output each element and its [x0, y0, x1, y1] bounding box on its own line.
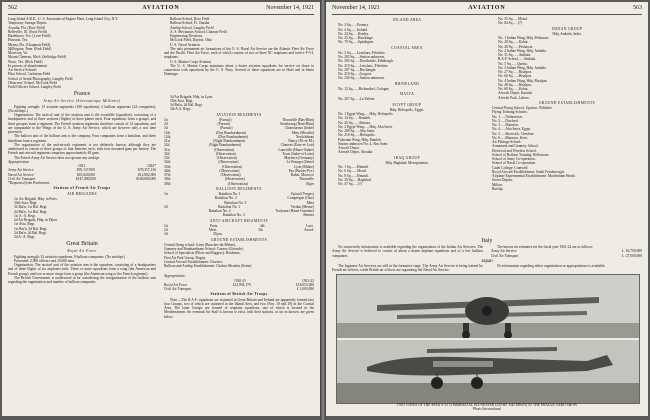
- text-line: Air Service Schools: [8, 68, 37, 72]
- left-page: [2, 2, 320, 416]
- appropriation-row-cell: $70,137,000: [76, 168, 95, 173]
- airplane-illustration: [337, 275, 639, 403]
- text-line: Balloon School, Ross Field: [170, 17, 210, 21]
- section-heading-italy: Italy: [481, 238, 493, 244]
- aviation-regiment-row-cell: 12th: [164, 134, 171, 139]
- aviation-regiment-row-cell: Nancy (M.-et-M.): [288, 139, 314, 143]
- appropriation-row-cell: $79,357,136: [138, 168, 156, 173]
- aviation-regiment-row-cell: 37th: [164, 173, 171, 177]
- ground-line: Stores Depots:: [492, 178, 514, 183]
- squadron-line: No. 28 Sq.......Peshawar.: [498, 44, 534, 49]
- squadron-line: No. 203 Sq......Station unknown.: [338, 55, 386, 59]
- appropriation-row-cell: $160,680,000: [136, 176, 156, 181]
- anti-aircraft-row-cell: Lure.: [306, 223, 314, 228]
- inland-heading: INLAND AREA: [392, 18, 422, 22]
- ground-line: Milton.: [492, 182, 503, 187]
- appropriation-row-cell: Civil Air Transport: [8, 176, 36, 181]
- brigade-line: 2d Bat'n, 2d Bal. Regt.: [14, 230, 47, 235]
- year-1921: 1921: [78, 164, 86, 168]
- france-paragraph: The French Army Air Service does not operate any airships.: [14, 155, 101, 160]
- squadron-line: No. 5 Sq.......Quetta.: [498, 61, 528, 66]
- section-heading-japan: Japan: [481, 259, 493, 264]
- left-column-1: [8, 17, 156, 413]
- appropriation-label: Appropriation:: [8, 159, 30, 164]
- britain-appropriation-row-cell: £ 1,000,000: [296, 287, 314, 291]
- italy-estimate-row-cell: Civil Air Transport: [491, 253, 519, 258]
- anti-aircraft-heading: ANTI-AIRCRAFT REGIMENTS: [209, 218, 269, 223]
- aviation-regiment-row-cell: Strasbourg (Haut-Rhin): [280, 122, 314, 126]
- aviation-regiment-row-cell: (Observation): [220, 173, 241, 177]
- page-date: November 14, 1921: [332, 5, 380, 11]
- ground-line: Ruislip.: [492, 186, 504, 191]
- balloon-regiment-row-cell: Compiègne (Oise): [287, 196, 314, 201]
- section-heading-britain: Great Britain: [66, 241, 98, 248]
- squadron-line: No. 3 Sq.......Leuchars, Fifeshire.: [338, 50, 386, 55]
- aircraft-photo: [336, 274, 640, 404]
- appropriation-row-cell: Naval Air Service: [8, 172, 34, 177]
- aviation-regiment-row-cell: Tours (Indre-et-Loire): [282, 151, 314, 156]
- aviation-regiment-row-cell: (Observation): [214, 147, 235, 152]
- france-paragraph: Organization: The tactical unit of the aviation arm is the escadrille (squadron), consisting of a headquarters and of three sections (flights) of three planes each. Four squadrons form a groupe, and three groupes form a regiment. The French aviation regiments therefore consist of 12 squadrons, and are comparable to the Wings of the U. S. Army Air Service, which are however only a war time provision.: [8, 113, 156, 134]
- running-title: AVIATION: [468, 5, 506, 11]
- aviation-regiment-row-cell: 3d: [164, 126, 168, 131]
- squadron-line: No. 1 Indian Wing, Hdq. Peshawar.: [498, 36, 549, 40]
- brigade-line: 35th Avia. Regt.: [170, 98, 194, 103]
- ground-line: Flying Training Schools:: [492, 110, 528, 115]
- britain-appropriation-row-cell: £22,992,170: [232, 282, 251, 287]
- italy-estimate-row: [491, 254, 642, 258]
- ground-line: Royal Aircraft Establishment: South Farnborough.: [492, 169, 565, 174]
- aviation-regiment-row-cell: Lyon (Rhône): [293, 164, 314, 169]
- squadron-line: No. 47 Sq......(?): [338, 182, 362, 186]
- france-paragraph: The balloon unit of the balloon arm is the company. Four companies form a battalion, and three battalions form a regiment.: [8, 134, 156, 143]
- year-1920-21: 1920-21: [234, 278, 246, 283]
- egypt-hq: Hdq. Heliopolis, Egypt.: [389, 107, 425, 112]
- ground-line: First Air Park Group: Dugny.: [164, 255, 206, 260]
- text-line: U. S. Marine Corps Aviation: [170, 59, 212, 64]
- ground-line: Gunnery and Bombardment School: Cazaux (Gironde).: [164, 247, 244, 251]
- brigade-line: 3th A.A. Regt.: [170, 107, 191, 112]
- squadron-line: No. 45 Sq.......Almaza.: [338, 120, 371, 125]
- text-line: Arcadia, Fla. (Dorr Field): [8, 25, 46, 30]
- squadron-line: No. 1 Egypt Wing......Hdq. Heliopolis.: [338, 112, 394, 116]
- ground-line: Central Aircraft Establishment: Chartres.: [164, 259, 223, 264]
- britain-appropriation-row-cell: Royal Air Force: [164, 282, 188, 287]
- aviation-regiment-row-cell: Thionville (Bas-Rhin): [282, 117, 314, 122]
- year-1922: 1922*: [147, 164, 156, 168]
- right-header: [332, 5, 642, 14]
- anti-aircraft-row-cell: Dijon.: [213, 232, 223, 237]
- text-line: Airship School, Langley Field: [170, 25, 214, 30]
- france-paragraph: The organization of the anti-aircraft regiments is not definitely known, although they are understood to consist of three groups of four batteries each, with four mounted guns per battery. The French anti-aircraft regiment comprises approximately 48 guns.: [8, 142, 156, 156]
- britain-stations-heading: Stations of British Air Troops: [210, 292, 268, 297]
- squadron-line: No. 2 Sq.......Fermoy.: [338, 23, 369, 28]
- page-number: 562: [8, 5, 17, 11]
- photo-caption: [336, 403, 638, 411]
- italy-estimate-row-cell: L. 27,000,000: [621, 253, 642, 258]
- japan-block: [332, 259, 642, 275]
- japan-left-text: The Japanese Air Services are still in the formative stage. The Army Air Service is being trained by French air officers, while British air officers are organizing the Naval Air Service.: [332, 264, 483, 273]
- text-line: Temporary Storage Depots: [8, 21, 47, 26]
- aviation-regiment-row-cell: (Night Bombardment): [208, 143, 241, 148]
- section-heading-france: France: [73, 91, 91, 98]
- italy-estimate-row-cell: L. 63,700,000: [621, 249, 642, 254]
- ground-line: Air Pilotage School:: [492, 140, 522, 144]
- ground-establishments-heading: GROUND ESTABLISHMENTS: [211, 237, 267, 242]
- anti-aircraft-row-cell: 1st: [164, 223, 169, 228]
- squadron-line: No. 230 Sq......Station unknown.: [338, 76, 386, 81]
- britain-appropriation-row-cell: Civil Air Transport: [164, 287, 192, 291]
- anti-aircraft-row-cell: Avord.: [304, 228, 314, 232]
- page-date: November 14, 1921: [266, 5, 314, 11]
- brigade-line: 2d Bat'n, 1st Bal. Regt.: [14, 209, 48, 214]
- brigade-line: 2d Air Brigade, Hdq. in Dijon.: [14, 218, 58, 222]
- text-line: Mount Clemens, Mich. (Selfridge Field): [8, 55, 67, 60]
- aviation-regiment-row-cell: 31st: [164, 147, 170, 152]
- balloon-regiment-row-cell: Verdun (Meuse): [290, 204, 314, 209]
- ground-line: Balloon and Airship Establishment: Chalais-Meudon (Seine).: [164, 264, 253, 268]
- aviation-regiment-row-cell: Metz (Moselle): [291, 130, 314, 135]
- squadron-line: Palestine Wing: Hdq. Ramleh.: [338, 137, 382, 142]
- aviation-regiments-heading: AVIATION REGIMENTS: [216, 112, 262, 117]
- text-line: Field Officers School, Langley Field: [8, 85, 61, 89]
- aviation-regiment-row-cell: 38th: [164, 177, 171, 182]
- squadron-line: R.A.F. School......Ambala.: [498, 57, 536, 62]
- page-number: 563: [633, 5, 642, 11]
- ground-line: Central flying school: Istres (Bouches-du-Rhône).: [164, 242, 236, 247]
- ground-line: No. 3......Manston.: [492, 123, 519, 127]
- balloon-regiment-row-cell: Battalion No. 1: [218, 192, 241, 196]
- stations-heading: Stations of French Air Troops: [53, 186, 111, 191]
- caption-credit: Photo International: [472, 407, 502, 412]
- appropriation-note: *Requested from Parliament.: [8, 181, 51, 185]
- aviation-regiment-row-cell: (Observation): [218, 160, 239, 165]
- japan-right-text: No information regarding either organization or appropriations is available.: [497, 264, 606, 268]
- text-line: Waco, Tex. (Rich Field): [8, 59, 43, 64]
- squadron-line: No. 205 Sq......Donibristle, Edinburgh.: [338, 59, 394, 64]
- aviation-regiment-row-cell: Mayence (Germany): [284, 156, 314, 160]
- squadron-line: No. 20 Sq.......Kohat.: [498, 40, 529, 45]
- aviation-regiment-row-cell: 36th: [164, 168, 171, 173]
- squadron-line: No. 55 Sq......Mosul.: [498, 17, 528, 21]
- britain-subheading: Royal Air Force: [67, 249, 97, 254]
- appropriation-row-cell: Army Air Service: [8, 168, 34, 173]
- squadron-line: No. 60 Sq.......Kohat.: [498, 87, 529, 91]
- brigade-line: 2d A.-A. Regt.: [14, 235, 36, 239]
- aviation-regiment-row-cell: (Observation): [219, 168, 240, 173]
- coastal-heading: COASTAL AREA: [391, 45, 423, 50]
- squadron-line: No. 2 Indian Wing, Hdq. Ambala.: [498, 48, 547, 53]
- britain-paragraph: Organization: The tactical unit of the aviation arm is the squadron, consisting of a headquarters and of three flights of six airplanes each. Three or more squadrons form a wing (the American and French group), and two or more wings form a group (the American wing or the French regiment).: [8, 263, 156, 276]
- ground-line: No. 5......Shotwick, Cheshire.: [492, 131, 535, 136]
- aviation-regiment-row-cell: Pau (Basses-Pyr.): [288, 168, 314, 173]
- balloon-regiment-row-cell: Metz: [306, 200, 314, 205]
- italy-approp-intro: The known air estimates for the fiscal year 1921-22 are as follows:: [497, 245, 594, 249]
- squadron-line: No. 210 Sq......Leuchars, Fifeshire.: [338, 63, 389, 68]
- text-line: Hazelhurst, Tex. (Love Field): [8, 34, 51, 38]
- britain-paragraph: Fighting strength: 32 aviation squadrons, 9 balloon companies. (No airships.): [14, 254, 126, 259]
- anti-aircraft-row: [164, 232, 314, 236]
- aviation-regiment-row-cell: (Day Bombardment): [218, 134, 249, 139]
- aviation-regiment-row-cell: 1st: [164, 117, 169, 122]
- britain-paragraph: The British Government is understood to be considering the reorganization of the balloon arm regarding the organization and number of balloon companies.: [8, 275, 156, 284]
- aviation-regiment-row-cell: (Observation): [222, 164, 243, 169]
- aviation-regiment-row-cell: Chateauroux (Indre): [284, 126, 314, 131]
- left-header: [8, 5, 314, 14]
- squadron-line: No. 267 Sq......La Valetta.: [338, 97, 376, 102]
- anti-aircraft-row-cell: 4th: [259, 223, 265, 228]
- squadron-line: Aircraft Depot, Aboukir.: [338, 150, 374, 155]
- balloon-regiment-row-cell: 2d: [164, 204, 168, 209]
- brigade-line: 1st A.-A. Regt.: [14, 213, 36, 218]
- squadron-line: Station unknown No. 4, Abu Sueir.: [338, 141, 389, 146]
- squadron-line: No. 216 Sq......Heliopolis.: [338, 133, 376, 138]
- aviation-regiment-row-cell: 32d: [164, 151, 170, 156]
- balloon-regiment-row-cell: Battalion No. 3: [222, 213, 245, 218]
- text-line: Long Island A.R.D., U. S. Aeronautical Engine Plant, Long Island City, N.Y.: [8, 17, 119, 21]
- aviation-regiment-row: [164, 182, 314, 186]
- indian-heading: INDIAN GROUP: [551, 26, 583, 31]
- anti-aircraft-row-cell: 3d: [164, 232, 168, 237]
- brigade-line: 1st Avia. Regt.: [14, 222, 36, 227]
- squadron-line: No. 70 Sq......Spittlegate.: [338, 40, 375, 45]
- brigade-line: 1st Bat'n, 2d Bal. Regt.: [14, 226, 48, 231]
- text-line: A. S. Mechanics School, Chanute Field: [170, 29, 227, 34]
- france-subheading: Army Air Service (Aéronautique Militaire): [43, 99, 121, 104]
- squadron-line: No. 210 Sq......Gosport.: [338, 72, 373, 76]
- squadron-line: No. 60 Sq.......Risalpur.: [498, 74, 532, 79]
- ground-line: No. 2......Duxford.: [492, 118, 519, 123]
- squadron-line: No. 4 Indian Wing, Hdq. Risalpur.: [498, 78, 548, 83]
- squadron-line: No. 30 Sq......Baghdad.: [338, 177, 372, 182]
- anti-aircraft-row-cell: 5th: [258, 228, 263, 232]
- header-rule: [332, 14, 642, 15]
- italy-text: No trustworthy information is available regarding the organization of the Italian Air Services. The Army Air Service is believed to consist of about a dozen airplane squadrons and of a few balloon companies.: [332, 245, 483, 258]
- text-line: Observers' School, McCook Field: [8, 80, 57, 85]
- aviation-regiment-row-cell: 34th: [164, 160, 171, 165]
- balloon-regiment-row-cell: Toulouse (Haute-Garonne): [275, 209, 314, 213]
- ground-line: School of Army Co-operation.: [492, 157, 536, 161]
- ground-heading: GROUND ESTABLISHMENTS: [539, 100, 595, 105]
- aviation-regiment-row-cell: Rabat, Morocco: [290, 173, 314, 177]
- text-line: School of Aerial Photography, Langley Field: [8, 76, 73, 81]
- text-line: Pilot School, Carlstrom Field: [8, 72, 51, 77]
- aviation-regiment-row-cell: 39th: [164, 181, 171, 186]
- balloon-regiment-row-cell: Epinal (Vosges): [291, 192, 314, 196]
- aviation-regiment-row-cell: 22d: [164, 143, 170, 148]
- anti-aircraft-row-cell: 2d: [164, 228, 168, 232]
- brigade-line: 3d Air Brigade, Hdq. in Lyon.: [170, 94, 214, 99]
- france-paragraph: Fighting strength: 15 aviation regiments (180 squadrons), 2 balloon regiments (24 companies), (No airships.): [8, 104, 156, 113]
- anti-aircraft-row-cell: Paris.: [210, 223, 219, 228]
- aviation-regiment-row-cell: Alger: [305, 181, 314, 186]
- aviation-regiment-row-cell: (Observation): [216, 156, 237, 160]
- brigade-line: 1st Air Brigade, Hdq. in Paris.: [14, 196, 58, 201]
- squadron-line: No. 207 Sq......Birchanger.: [338, 67, 377, 72]
- aviation-regiment-row-cell: Neufchâteau: [295, 134, 314, 139]
- text-line: The U. S. Marine Corps maintains about a dozen aviation squadrons for service on shore in connection with operations by the U. S. Navy. Several of these squadrons are in Haiti and in Santo Domingo.: [164, 63, 314, 77]
- ground-line: School of Balloon Training: Rollestone.: [492, 152, 550, 157]
- balloon-regiment-row-cell: Rennes: [303, 213, 314, 218]
- aviation-regiment-row-cell: 33d: [164, 156, 170, 160]
- squadron-line: No. 27 Sq.......Risalpur.: [498, 70, 532, 74]
- ground-line: School of Specialists (Pilots and Riggers): Bordeaux.: [164, 251, 241, 256]
- text-line: Engineering Divisions: [170, 34, 203, 38]
- aviation-regiment-row-cell: 2d: [164, 122, 168, 126]
- right-column-2: [492, 17, 642, 235]
- ground-line: No. 1......Netheravon.: [492, 114, 524, 119]
- squadron-line: No. 12 Sq.......Bickendorf, Cologne.: [338, 86, 390, 91]
- text-line: U. S. Naval Aviation: [170, 42, 200, 47]
- air-brigades-heading: AIR BRIGADES: [67, 191, 97, 196]
- squadron-line: No. 208 Sq......Abu Sueir.: [338, 129, 376, 133]
- right-page: [326, 2, 648, 416]
- rhineland-heading: RHINELAND: [394, 81, 420, 86]
- right-column-1: [332, 17, 482, 273]
- balloon-regiment-row-cell: 1st: [164, 192, 169, 196]
- aviation-regiment-row-cell: (Night Bombardment): [213, 139, 246, 143]
- britain-appropriation-row: [164, 287, 314, 291]
- aviation-regiment-row-cell: (Pursuit): [219, 126, 233, 131]
- text-line: Houston, Tex.: [8, 38, 29, 43]
- britain-note: Note.—The R.A.F. squadrons are stationed in Great Britain and Ireland are apparently formed into four Groups, two of which are stationed in the Inland Area, and two (Nos. 10 and 29) in the Coastal Area. The latter Groups are formed of seaplane squadrons, one of which is located in the Mediterranean. An eventual Air Staff is known to exist, with their stations, as far as known, are given below.: [164, 297, 314, 319]
- aviation-regiment-row-cell: (Pursuit): [217, 122, 231, 126]
- aviation-regiment-row-cell: (Observation): [215, 151, 236, 156]
- squadron-line: No. 25 Sq......Hawkinge.: [338, 36, 374, 40]
- iraq-hq: Hdq. Baghdad, Mesopotamia.: [385, 160, 429, 165]
- text-line: Millington, Tenn. (Park Field): [8, 46, 52, 51]
- balloon-regiment-row-cell: Battalion No. 2: [208, 209, 231, 213]
- brigade-line: 34th Avia. Regt.: [14, 201, 38, 205]
- appropriation-row-cell: $147,000,000: [75, 176, 96, 181]
- aviation-regiment-row-cell: (Day Bombardment): [216, 130, 246, 135]
- brigade-line: 3d Bat'n, 2d Bal. Regt.: [170, 103, 203, 107]
- aviation-regiment-row-cell: Le Bourget (Seine): [286, 160, 314, 165]
- squadron-line: No. 48 Sq.......Risalpur.: [498, 82, 532, 87]
- ground-line: Central Flying School: Upavon, Wiltshire.: [492, 106, 553, 110]
- running-title: AVIATION: [142, 5, 180, 11]
- ground-line: Airplane Experimental Establishment: Martlesham Heath.: [492, 174, 576, 178]
- iraq-heading: IRAQ GROUP: [394, 155, 420, 160]
- balloon-regiment-row: [164, 213, 314, 217]
- ground-line: Cadet College: Cranwell.: [492, 165, 529, 170]
- squadron-line: No. 31 Sq.......Ambala.: [498, 53, 532, 57]
- balloon-regiment-row-cell: Battalion No. 3: [224, 200, 247, 205]
- balloon-regiment-row-cell: Battalion No. 2: [214, 196, 237, 201]
- text-line: The only permanent air formations of the U. S. Naval Air Service are the Atlantic Fleet Air Force and the Pacific Fleet Air Force, each of which consists of two or three NC seaplanes and twelve F-5-L seaplanes.: [164, 46, 314, 60]
- malta-heading: MALTA: [399, 92, 415, 96]
- balloon-regiments-heading: BALLOON REGIMENTS: [216, 186, 262, 191]
- aviation-regiment-row-cell: (Pursuit): [218, 117, 232, 122]
- italy-estimate-row-cell: Army Air Service: [491, 249, 517, 254]
- squadron-line: No. 2 Egypt Wing......Hdq. Abu Sueir.: [338, 124, 393, 129]
- britain-appropriation-row-cell: £18,053,000: [296, 282, 314, 287]
- squadron-line: No. 4 Sq.......Ireland.: [338, 27, 369, 32]
- egypt-heading: EGYPT GROUP: [392, 102, 422, 107]
- aviation-regiment-row-cell: 35th: [164, 164, 171, 169]
- ground-line: School of Naval Co-operation.: [492, 161, 537, 166]
- appropriation-row-cell: $10,620,000: [76, 172, 95, 177]
- text-line: Miami, Fla. (Chapman Field): [8, 42, 51, 47]
- ground-line: Armament and Gunnery School.: [492, 144, 539, 149]
- squadron-line: No. 84 Sq......(?): [498, 21, 522, 26]
- aviation-regiment-row-cell: Thionville: [299, 177, 314, 182]
- squadron-line: No. 3 Indian Wing, Hdq. Ambala.: [498, 65, 547, 70]
- anti-aircraft-row-cell: Metz.: [208, 228, 218, 232]
- text-line: Balloon School, Ft. Omaha: [170, 21, 210, 26]
- text-line: Morrison, Va.: [8, 51, 28, 55]
- squadron-line: Aircraft Depot.: [338, 146, 360, 150]
- aviation-regiment-row-cell: Luneville (Haute-Saône): [278, 147, 314, 152]
- squadron-line: Aircraft Park, Lahore.: [498, 95, 530, 100]
- aviation-regiment-row-cell: 21st: [164, 139, 170, 143]
- ground-line: No. 4......Abu Sueir, Egypt.: [492, 127, 532, 132]
- ground-line: No. 6......Manston, Kent.: [492, 135, 528, 140]
- squadron-line: Aircraft Depot, Karachi.: [498, 91, 534, 96]
- britain-paragraph: Personnel: 2,900 officers and 25,000 men.: [14, 258, 75, 263]
- indian-hq: Hdq. Ambala, India.: [552, 31, 582, 36]
- aviation-regiment-row-cell: (Observation): [228, 181, 249, 186]
- aviation-regiment-row-cell: 11th: [164, 130, 171, 135]
- brigade-line: 32 Bat'n, 1st Bal. Regt.: [14, 205, 48, 210]
- caption-text: TWO VIEWS OF THE SPAD S-33 COMMERCIAL SIX-SEATER (250-HP. SALMSON) AT THE PRAGUE AERO SHOW: [396, 403, 578, 407]
- text-line: In process of abandonment: [8, 63, 47, 68]
- ground-line: Electrical and Wireless School.: [492, 148, 537, 153]
- aviation-regiment-row-cell: (Observation): [224, 177, 245, 182]
- britain-approp-label: Appropriation:: [164, 274, 186, 279]
- appropriation-row-cell: $12,802,000: [138, 172, 156, 177]
- squadron-line: No. 24 Sq......Kenley.: [338, 31, 369, 36]
- text-line: McCook Field, Dayton, Ohio: [170, 38, 213, 43]
- text-line: Belleville, Ill. (Scott Field): [8, 29, 47, 34]
- squadron-line: No. 8 Sq.......Hinaidi.: [338, 173, 369, 178]
- aviation-regiment-row-cell: Chartres (Eure-et-Loir): [280, 143, 314, 148]
- balloon-regiment-row-cell: Battalion No. 1: [218, 204, 241, 209]
- squadron-line: No. 1 Sq.......Hinaidi.: [338, 165, 369, 169]
- squadron-line: No. 6 Sq.......Mosul.: [338, 169, 368, 174]
- year-1921-22: 1921-22: [302, 278, 314, 283]
- left-column-2: [164, 17, 314, 413]
- squadron-line: No. 14 Sq.......Ramleh.: [338, 116, 371, 121]
- header-rule: [8, 14, 314, 15]
